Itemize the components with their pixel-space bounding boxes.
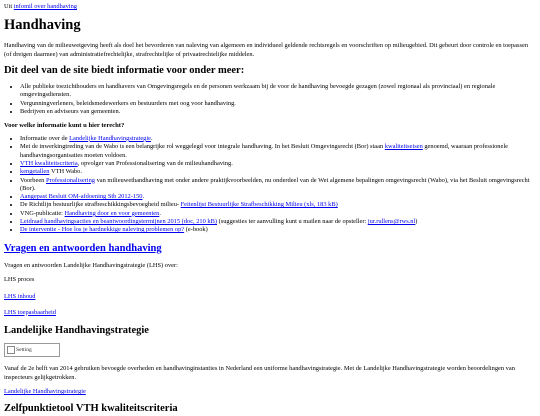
list-item: • Vergunningverleners, beleidsmedewerkers en bestuurders met oog voor handhaving. [20, 100, 536, 108]
topics-list [4, 135, 536, 235]
item-text: De Richtlijn bestuurlijke strafbeschikkingsbevoegheid milieu- [20, 201, 181, 209]
setting-image [4, 343, 60, 357]
item-text: van milieuwethandhaving met onder andere praktijkvoorbeelden, nu onderdeel van de Wet algemene bepalingen omgevingsrecht (Wabo), via het Besluit omgevingsrecht (Bor). [20, 176, 530, 192]
list-item [20, 160, 536, 168]
item-text: . [142, 193, 145, 201]
item-text: ) [415, 218, 418, 226]
lhs-toepasbaarheid-link[interactable]: LHS toepasbaarheid [4, 308, 56, 316]
link-kwaliteitseisen[interactable]: kwaliteitseisen [384, 143, 423, 151]
item-text: Voorbeen [20, 176, 46, 184]
link-landelijke-handhavingstrategie[interactable]: Landelijke Handhavingstrategie [69, 134, 151, 142]
item-text: . [150, 134, 153, 142]
item-text: Met de inwerkingtreding van de Wabo is een belangrijke rol weggelegd voor integrale handhaving. In het Besluit Omgevingsrecht (Bor) staan [20, 143, 385, 151]
list-item [20, 210, 536, 218]
broken-image-icon [7, 346, 15, 354]
item-text: (e-book) [184, 226, 208, 234]
faq-content [4, 293, 536, 301]
faq-heading-link[interactable]: Vragen en antwoorden handhaving [4, 242, 162, 254]
list-item [20, 193, 536, 201]
item-text: , opvolger van Professionalisering van de milieuhandhaving. [77, 159, 233, 167]
link-feitenlijst[interactable]: Feitenlijst Bestuurlijke Strafbeschikking Milieu (xls, 183 kB) [180, 201, 338, 209]
list-item: • Bedrijven en adviseurs van gemeenten. [20, 108, 536, 116]
breadcrumb [4, 3, 536, 11]
link-vng-publicatie[interactable]: Handhaving door en voor gemeenten [64, 209, 160, 217]
lhs-inhoud-link[interactable]: LHS inhoud [4, 292, 36, 300]
link-professionalisering[interactable]: Professionalisering [45, 176, 95, 184]
faq-heading [4, 243, 536, 255]
topics-heading: Voor welke informatie kunt u hier terecht? [4, 122, 125, 130]
intro-text: Handhaving van de milieuwetgeving heeft als doel het bevorderen van naleving van algemeen en individueel geldende rechtsregels en voorschriften op milieugebied. Dit gebeurt door controle en toepassen (of dreigen daarmee) van administratiefrechtelijke, strafrechtelijke of privaatrechtelijke middelen. [4, 42, 529, 58]
audience-heading: Dit deel van de site biedt informatie voor onder meer: [4, 64, 245, 76]
item-text: genoemd, waaraan professionele handhavingsorganisaties moeten voldoen. [20, 143, 508, 159]
lhs-link[interactable]: Landelijke Handhavingstrategie [4, 387, 86, 395]
faq-process: LHS proces [4, 276, 35, 284]
item-text: . [159, 209, 161, 217]
link-vth-kwaliteitscriteria[interactable]: VTH kwaliteitscriteria [20, 159, 78, 167]
breadcrumb-link[interactable]: infomil over handhaving [13, 3, 77, 10]
list-item: • Alle publieke toezichthouders en handhavers van Omgevingsregels en de personen werkzaam bij de voor de handhaving bevoegde gezagen (zowel regionaal als provinciaal) en regionale omgevingsdiensten. [20, 83, 536, 100]
audience-list [4, 83, 536, 116]
lhs-link-wrapper [4, 388, 536, 396]
lhs-text: Vanaf de 2e helft van 2014 gebruiken bevoegde overheden en handhavinginstanties in Nederland een uniforme handhavingstrategie. Met de Landelijke Handhavingstrategie worden beoordelingen van inspecteurs gelijkgetrokken. [4, 365, 515, 381]
list-item [20, 177, 536, 194]
page-title: Handhaving [4, 17, 81, 34]
faq-apply [4, 309, 536, 317]
link-besluit-om-afdoening[interactable]: Aangepast Besluit OM-afdoening Stb 2012-150 [20, 193, 143, 201]
item-text: Informatie over de [20, 134, 70, 142]
cut-heading: Zelfpunktietool VTH kwaliteitscriteria [4, 403, 178, 415]
email-link[interactable]: jur.rullens@rws.nl [367, 218, 416, 226]
list-item [20, 143, 536, 160]
image-alt-text: Setting [16, 346, 32, 353]
list-item [20, 135, 536, 143]
item-text: VTH Wabo. [49, 168, 82, 176]
list-item [20, 226, 536, 234]
list-item [20, 201, 536, 209]
lhs-heading: Landelijke Handhavingstrategie [4, 325, 149, 337]
link-kengetallen[interactable]: kengetallen [20, 168, 50, 176]
list-item [20, 168, 536, 176]
list-item [20, 218, 536, 226]
link-de-interventie[interactable]: De interventie - Hoe los je hardnekkige naleving problemen op? [20, 226, 185, 234]
link-leidraad[interactable]: Leidraad handhavingsacties en beantwoordingstermijnen 2015 (doc, 210 kB) [20, 218, 217, 226]
breadcrumb-prefix: Uit [4, 3, 13, 10]
faq-intro: Vragen en antwoorden Landelijke Handhavingstrategie (LHS) over: [4, 261, 178, 269]
item-text: VNG-publicatie: [20, 209, 65, 217]
item-text: (suggesties ter aanvulling kunt u mailen naar de opsteller: [217, 218, 368, 226]
